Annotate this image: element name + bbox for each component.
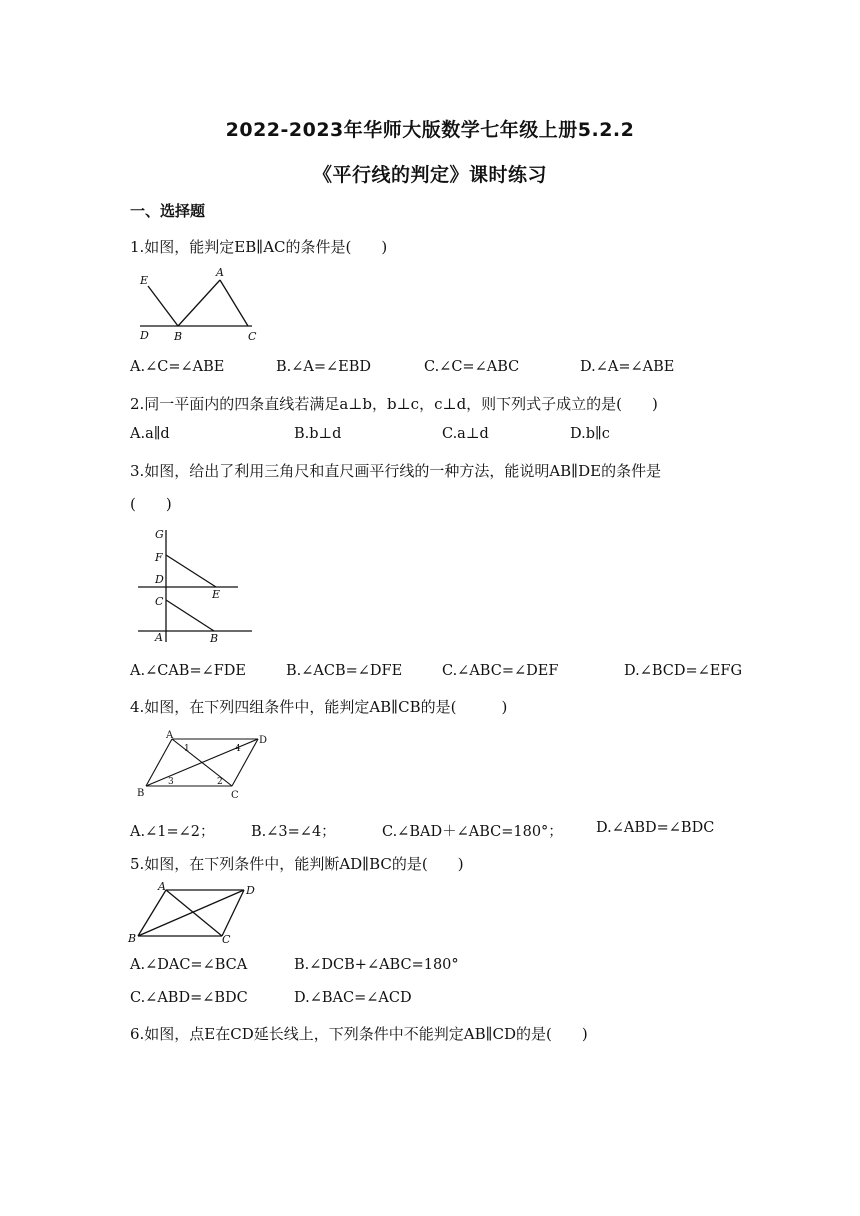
question-5-option-b: B.∠DCB+∠ABC=180° (294, 957, 459, 973)
label-A: A (216, 266, 224, 279)
label-C: C (222, 933, 231, 946)
label-A: A (158, 880, 166, 893)
label-D: D (140, 329, 149, 342)
question-1-option-a: A.∠C=∠ABE (130, 359, 225, 375)
segment-AB (138, 890, 166, 936)
label-F: F (155, 551, 163, 564)
label-C: C (155, 595, 164, 608)
label-D: D (246, 884, 255, 897)
title-line-1: 2022-2023年华师大版数学七年级上册5.2.2 (225, 119, 635, 141)
label-C: C (231, 790, 239, 801)
question-4-stem: 4.如图，在下列四组条件中，能判定AB∥CB的是( ) (130, 698, 508, 716)
label-E: E (212, 588, 221, 601)
question-3-option-b: B.∠ACB=∠DFE (286, 663, 403, 679)
question-3-option-c: C.∠ABC=∠DEF (442, 663, 559, 679)
label-B: B (128, 932, 137, 945)
question-3-option-a: A.∠CAB=∠FDE (130, 663, 247, 679)
angle-label-2: 2 (217, 777, 223, 787)
question-1-option-c: C.∠C=∠ABC (424, 359, 520, 375)
question-3-option-d: D.∠BCD=∠EFG (624, 663, 743, 679)
label-C: C (248, 330, 257, 343)
segment-DC (222, 890, 244, 936)
question-5-option-c: C.∠ABD=∠BDC (130, 990, 248, 1006)
section-heading: 一、选择题 (130, 202, 206, 220)
question-2-option-b: B.b⊥d (294, 426, 342, 442)
segment-AC (220, 280, 248, 326)
question-4-figure (134, 728, 274, 802)
title-line-2: 《平行线的判定》课时练习 (312, 164, 547, 186)
question-1-option-b: B.∠A=∠EBD (276, 359, 372, 375)
label-B: B (137, 788, 145, 799)
question-5-figure (126, 880, 266, 946)
question-2-option-c: C.a⊥d (442, 426, 489, 442)
question-1-option-d: D.∠A=∠ABE (580, 359, 675, 375)
triangle-bottom-hypotenuse (166, 600, 214, 631)
label-D: D (259, 735, 268, 746)
question-2-option-a: A.a∥d (130, 426, 170, 442)
question-3-stem-line-2: ( ) (130, 495, 172, 513)
angle-label-1: 1 (184, 744, 190, 754)
question-1-stem: 1.如图，能判定EB∥AC的条件是( ) (130, 238, 388, 256)
question-5-stem: 5.如图，在下列条件中，能判断AD∥BC的是( ) (130, 855, 464, 873)
diagonal-BD (138, 890, 244, 936)
segment-EB (148, 286, 178, 326)
question-5-option-d: D.∠BAC=∠ACD (294, 990, 412, 1006)
label-E: E (140, 274, 149, 287)
question-4-option-c: C.∠BAD＋∠ABC=180°； (382, 824, 563, 840)
label-D: D (155, 573, 164, 586)
question-2-option-d: D.b∥c (570, 426, 610, 442)
angle-label-4: 4 (235, 744, 241, 754)
question-4-option-b: B.∠3=∠4； (251, 824, 336, 840)
question-2-stem: 2.同一平面内的四条直线若满足a⊥b，b⊥c，c⊥d，则下列式子成立的是( ) (130, 395, 658, 413)
diagonal-AC (166, 890, 222, 936)
question-4-option-d: D.∠ABD=∠BDC (596, 820, 715, 836)
question-4-option-a: A.∠1=∠2； (130, 824, 215, 840)
label-A: A (166, 730, 174, 741)
segment-BA (178, 280, 220, 326)
question-5-option-a: A.∠DAC=∠BCA (130, 957, 248, 973)
label-A: A (155, 631, 163, 644)
label-G: G (155, 528, 164, 541)
question-3-stem-line-1: 3.如图，给出了利用三角尺和直尺画平行线的一种方法，能说明AB∥DE的条件是 (130, 462, 662, 480)
question-3-figure (130, 524, 260, 644)
label-B: B (174, 330, 183, 343)
triangle-top-hypotenuse (166, 555, 216, 587)
question-1-figure (130, 264, 270, 346)
diagonal-BD (146, 739, 258, 786)
question-6-stem: 6.如图，点E在CD延长线上，下列条件中不能判定AB∥CD的是( ) (130, 1025, 588, 1043)
label-B: B (210, 632, 219, 645)
angle-label-3: 3 (168, 777, 174, 787)
